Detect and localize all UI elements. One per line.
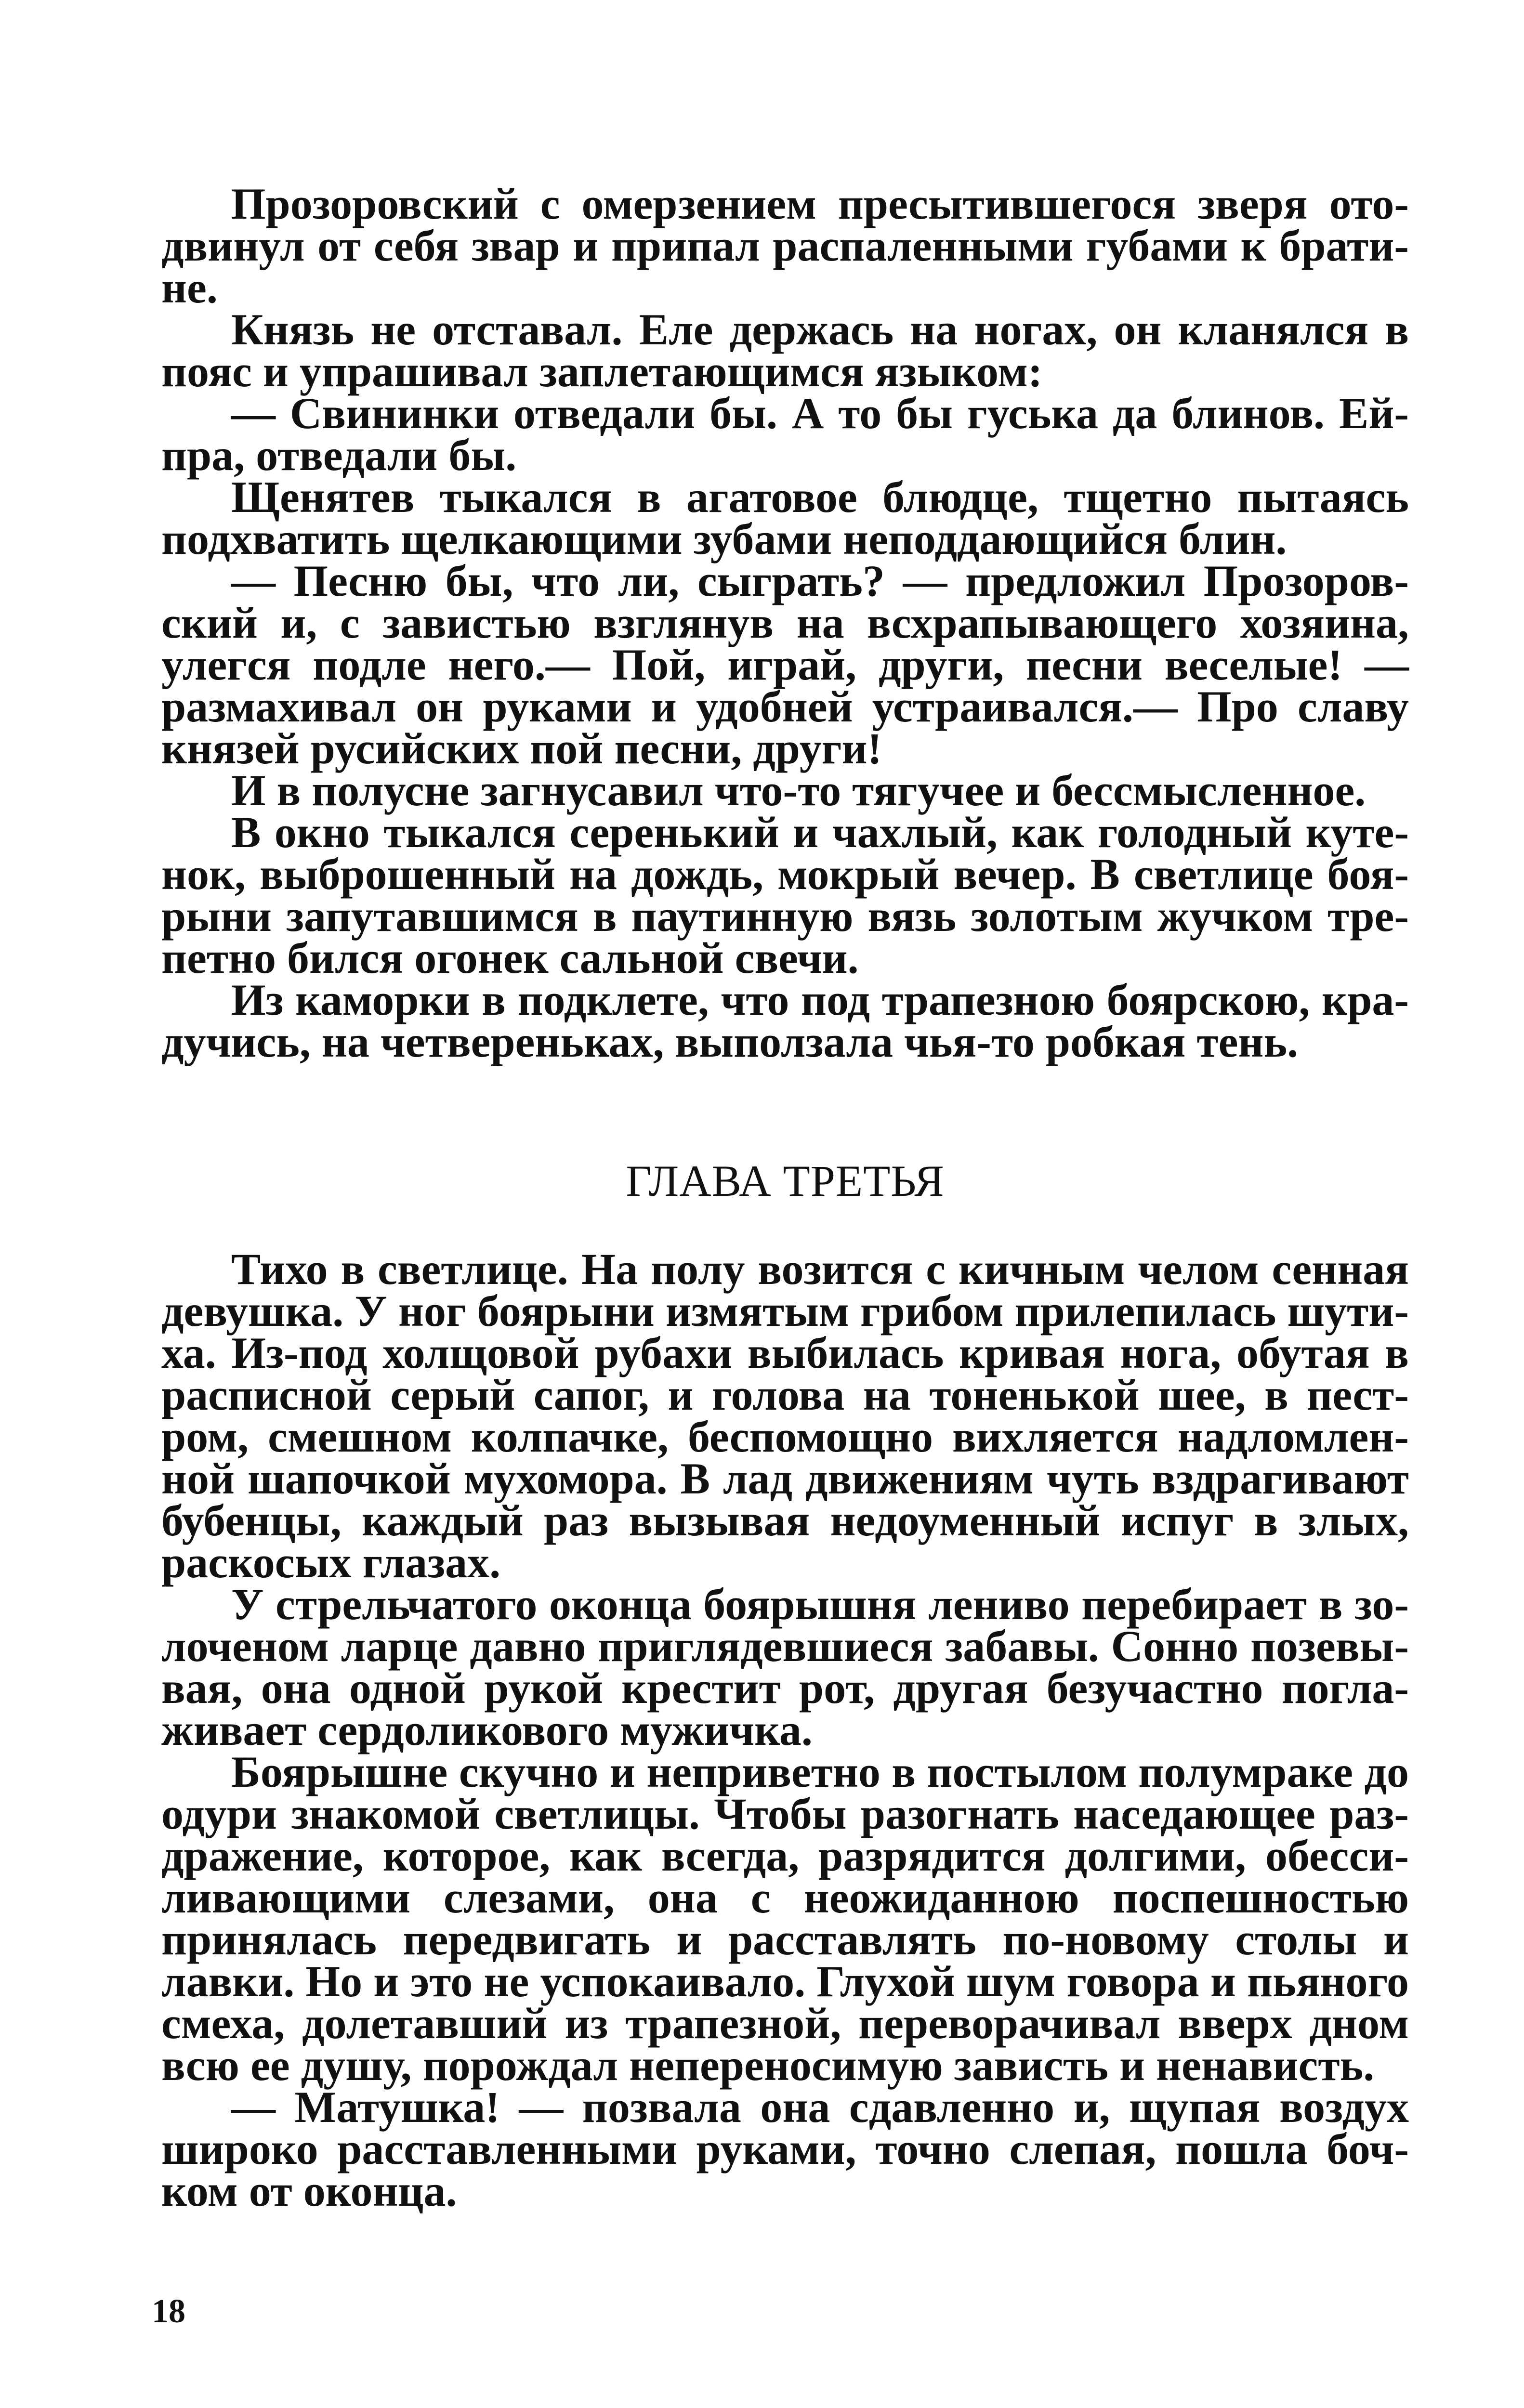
text-section-2 [161,1244,1409,2215]
paragraph: Прозоровский с омерзением пресытившегося зверя отодвинул от себя звар и припал распаленными губами к братине. [161,179,1409,312]
spacer [161,1063,1409,1157]
book-page [161,179,1409,2215]
spacer [161,1205,1409,1248]
paragraph: Из каморки в подклете, что под трапезною боярскою, крадучись, на четвереньках, выползала чья-то робкая тень. [161,975,1409,1066]
text-section-1 [161,179,1409,1066]
paragraph: В окно тыкался серенький и чахлый, как голодный кутенок, выброшенный на дождь, мокрый вечер. В светлице боярыни запутавшимся в паутинную вязь золотым жучком трепетно бился огонек сальной свечи. [161,808,1409,982]
paragraph: — Песню бы, что ли, сыграть? — предложил Прозоровский и, с завистью взглянув на всхрапывающего хозяина, улегся подле него.— Пой, играй, други, песни веселые! — размахивал он руками и удобней устраивался.— Про славу князей русийских пой песни, други! [161,556,1409,773]
paragraph: — Свининки отведали бы. А то бы гуська да блинов. Ейпра, отведали бы. [161,389,1409,480]
paragraph: — Матушка! — позвала она сдавленно и, щупая воздух широко расставленными руками, точно слепая, пошла бочком от оконца. [161,2082,1409,2215]
chapter-title: ГЛАВА ТРЕТЬЯ [626,1156,945,1205]
paragraph: Боярышне скучно и неприветно в постылом полумраке до одури знакомой светлицы. Чтобы разогнать наседающее раздражение, которое, как всегда, разрядится долгими, обессиливающими слезами, она с неожиданною поспешностью принялась передвигать и расставлять по-новому столы и лавки. Но и это не успокаивало. Глухой шум говора и пьяного смеха, долетавший из трапезной, переворачивал вверх дном всю ее душу, порождал непереносимую зависть и ненависть. [161,1747,1409,2090]
paragraph: Щенятев тыкался в агатовое блюдце, тщетно пытаясь подхватить щелкающими зубами неподдающийся блин. [161,472,1409,563]
paragraph: И в полусне загнусавил что-то тягучее и бессмысленное. [231,766,1366,815]
paragraph: У стрельчатого оконца боярышня лениво перебирает в золоченом ларце давно приглядевшиеся забавы. Сонно позевывая, она одной рукой крестит рот, другая безучастно поглаживает сердоликового мужичка. [161,1580,1409,1754]
paragraph: Князь не отставал. Еле держась на ногах, он кланялся в пояс и упрашивал заплетающимся языком: [161,305,1409,396]
paragraph: Тихо в светлице. На полу возится с кичным челом сенная девушка. У ног боярыни измятым грибом прилепилась шутиха. Из-под холщовой рубахи выбилась кривая нога, обутая в расписной серый сапог, и голова на тоненькой шее, в пестром, смешном колпачке, беспомощно вихляется надломленной шапочкой мухомора. В лад движениям чуть вздрагивают бубенцы, каждый раз вызывая недоуменный испуг в злых, раскосых глазах. [161,1244,1409,1587]
page-number: 18 [152,2293,185,2330]
